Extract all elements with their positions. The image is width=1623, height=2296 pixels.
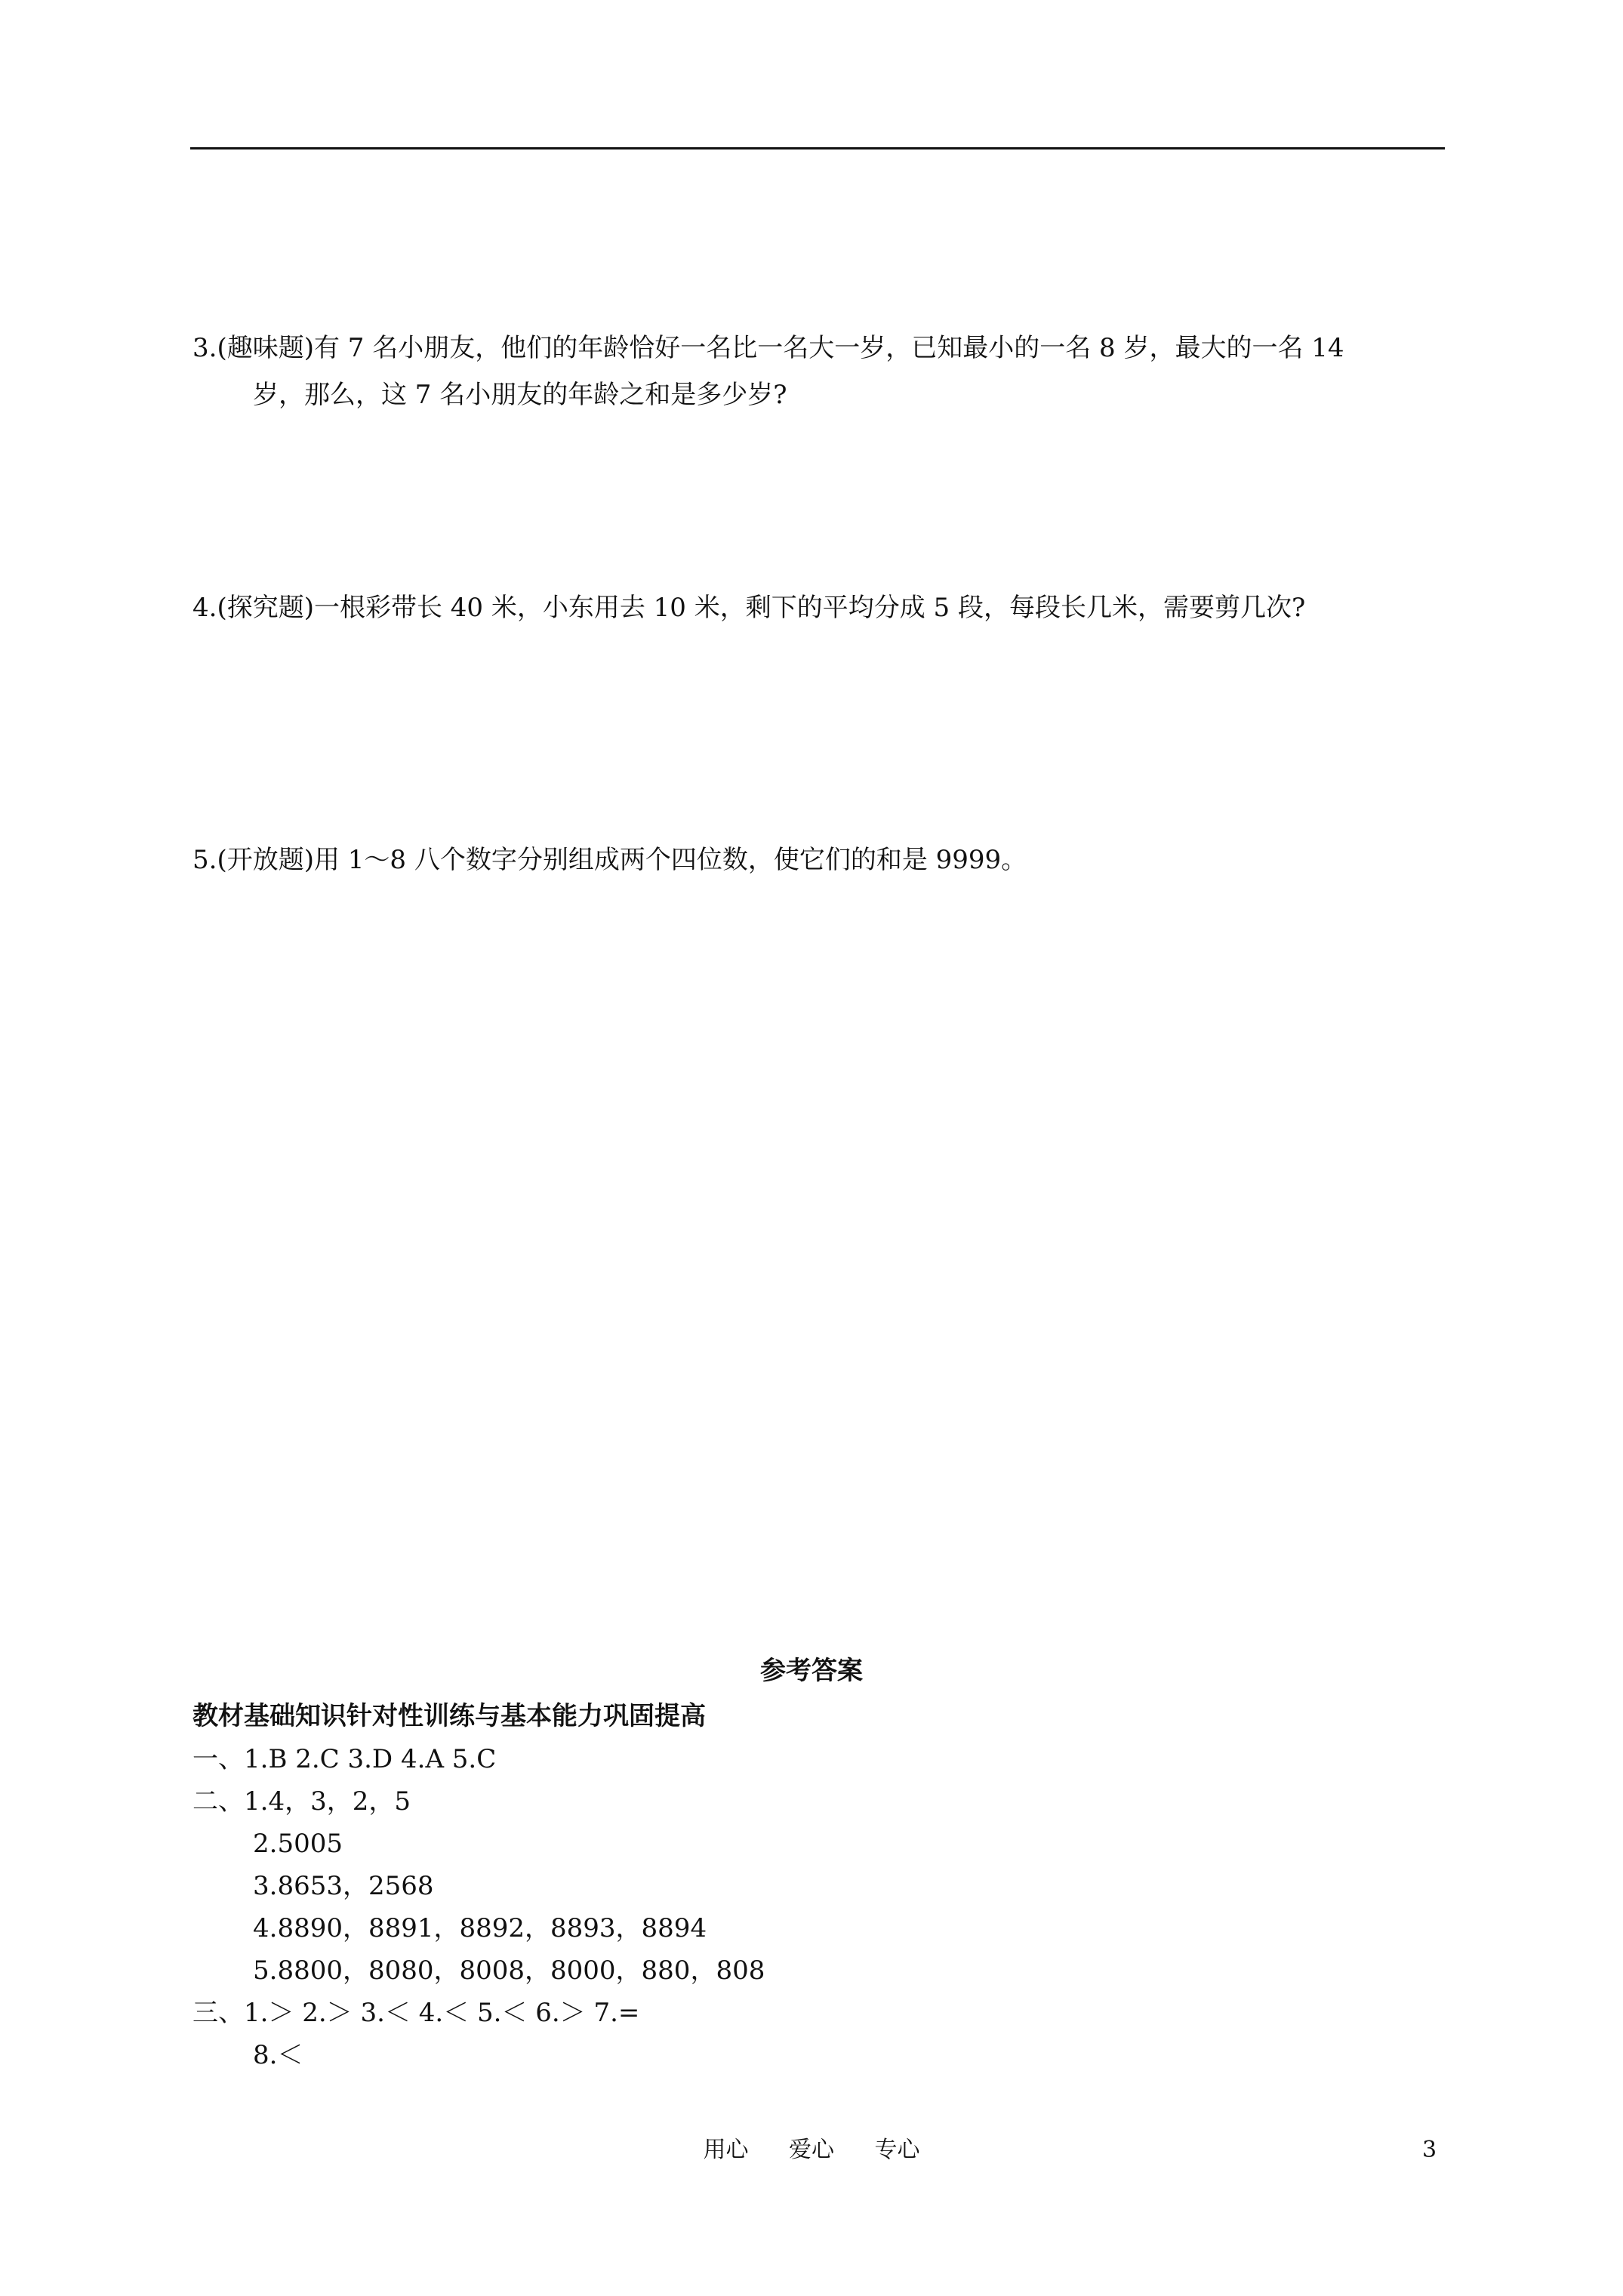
answer-section-2-item-3: 3.8653，2568 [253, 1871, 434, 1901]
question-5-line-1: 5.(开放题)用 1～8 八个数字分别组成两个四位数，使它们的和是 9999。 [192, 845, 1027, 875]
question-5 [192, 837, 1027, 883]
answer-section-1: 一、1.B 2.C 3.D 4.A 5.C [192, 1744, 497, 1774]
footer [0, 2131, 1623, 2169]
answers-title: 参考答案 [760, 1656, 863, 1686]
footer-item-3: 专心 [874, 2137, 920, 2163]
footer-item-2: 爱心 [789, 2137, 834, 2163]
footer-item-1: 用心 [703, 2137, 749, 2163]
answer-section-2-item-4: 4.8890，8891，8892，8893，8894 [253, 1913, 707, 1943]
question-4 [192, 584, 1305, 631]
question-3 [192, 325, 1344, 418]
header-rule [190, 147, 1445, 149]
answer-section-2-item-2: 2.5005 [253, 1829, 343, 1859]
answers-subtitle: 教材基础知识针对性训练与基本能力巩固提高 [192, 1701, 706, 1731]
question-3-line-2: 岁，那么，这 7 名小朋友的年龄之和是多少岁? [253, 380, 787, 410]
answer-section-2-item-1: 二、1.4，3，2，5 [192, 1786, 411, 1817]
answer-section-2-item-5: 5.8800，8080，8008，8000，880，808 [253, 1955, 765, 1986]
question-3-line-1: 3.(趣味题)有 7 名小朋友，他们的年龄恰好一名比一名大一岁，已知最小的一名 8 岁，最大的一名 14 [192, 333, 1344, 363]
page-number: 3 [1422, 2137, 1437, 2163]
answer-section-3-line-2: 8.＜ [253, 2040, 303, 2070]
question-4-line-1: 4.(探究题)一根彩带长 40 米，小东用去 10 米，剩下的平均分成 5 段，每段长几米，需要剪几次? [192, 593, 1306, 623]
answer-section-3-line-1: 三、1.＞ 2.＞ 3.＜ 4.＜ 5.＜ 6.＞ 7.= [192, 1998, 640, 2028]
